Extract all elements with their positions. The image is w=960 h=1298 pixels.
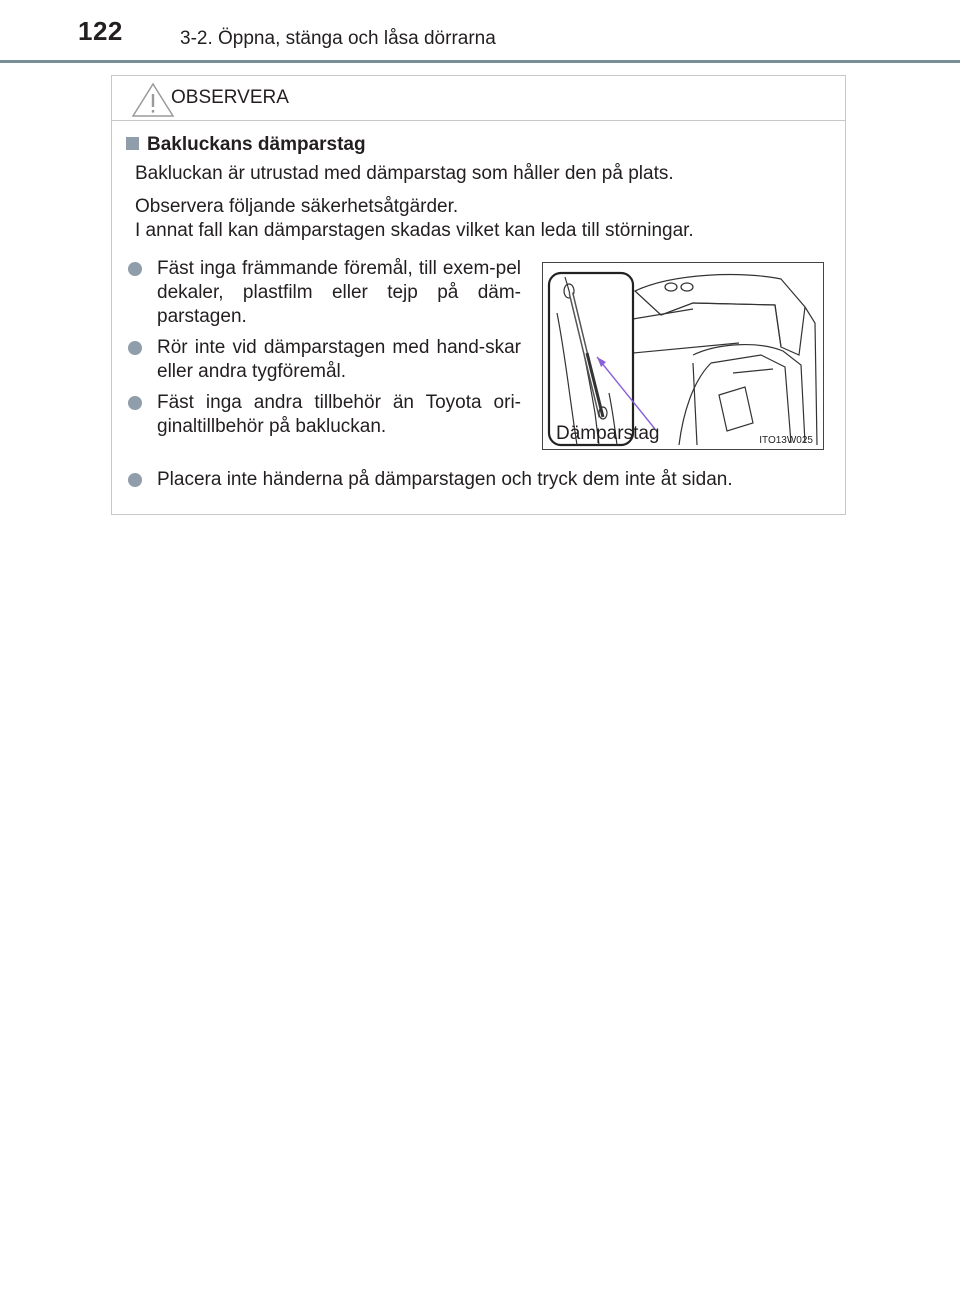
tailgate-illustration bbox=[543, 263, 823, 449]
bullet-dot bbox=[128, 341, 142, 355]
bullet-text: Rör inte vid dämparstagen med hand-skar eller andra tygföremål. bbox=[157, 337, 521, 382]
paragraph-1: Bakluckan är utrustad med dämparstag som håller den på plats. bbox=[135, 163, 674, 184]
bullet-text: Placera inte händerna på dämparstagen och tryck dem inte åt sidan. bbox=[157, 469, 733, 490]
paragraph-2 bbox=[135, 195, 694, 243]
bullet-text: Fäst inga främmande föremål, till exem-pel dekaler, plastfilm eller tejp på däm-parstagen. bbox=[157, 258, 521, 327]
page-number: 122 bbox=[78, 16, 123, 46]
warning-icon bbox=[130, 81, 176, 119]
note-box bbox=[111, 75, 846, 515]
subheading bbox=[112, 134, 366, 156]
bullet-dot bbox=[128, 262, 142, 276]
bullet-dot bbox=[128, 396, 142, 410]
bullet-item bbox=[128, 391, 521, 439]
tailgate-figure bbox=[542, 262, 824, 450]
note-label: OBSERVERA bbox=[171, 87, 289, 108]
figure-code: ITO13W025 bbox=[759, 435, 813, 446]
header-rule bbox=[0, 60, 960, 63]
subheading-marker bbox=[126, 137, 139, 150]
bullet-item bbox=[128, 336, 521, 384]
bullet-text: Fäst inga andra tillbehör än Toyota ori-ginaltillbehör på bakluckan. bbox=[157, 392, 521, 437]
bullet-item bbox=[128, 468, 828, 492]
section-title: 3-2. Öppna, stänga och låsa dörrarna bbox=[180, 28, 496, 49]
paragraph-2-line-1: Observera följande säkerhetsåtgärder. bbox=[135, 196, 459, 217]
bullet-item bbox=[128, 257, 521, 329]
figure-callout-label: Dämparstag bbox=[556, 423, 660, 444]
bullet-dot bbox=[128, 473, 142, 487]
paragraph-2-line-2: I annat fall kan dämparstagen skadas vilket kan leda till störningar. bbox=[135, 220, 694, 241]
note-header bbox=[112, 76, 845, 121]
subheading-text: Bakluckans dämparstag bbox=[147, 134, 366, 155]
